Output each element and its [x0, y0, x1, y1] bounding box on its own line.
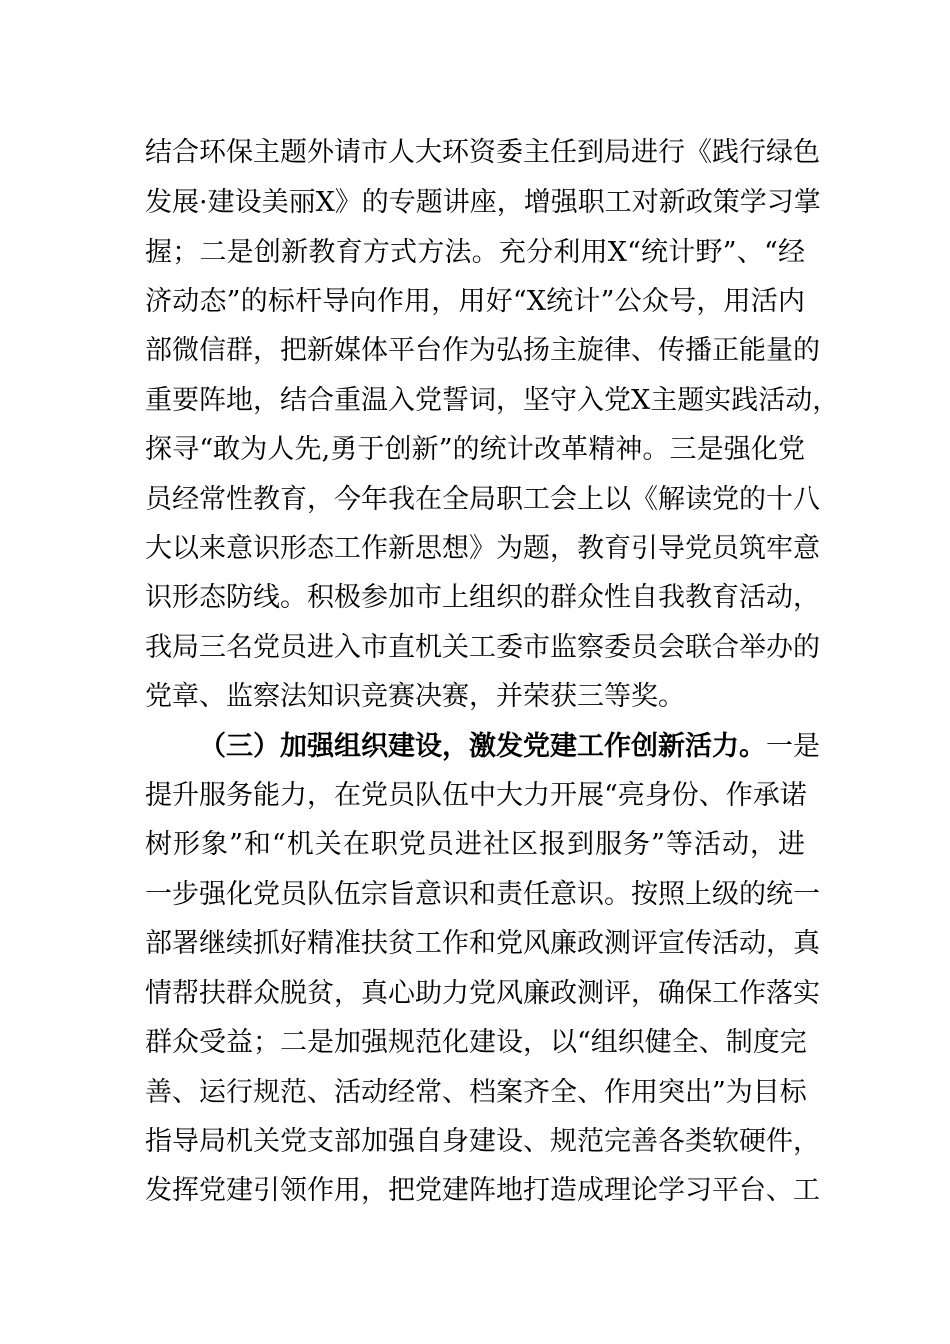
text-line: 情帮扶群众脱贫，真心助力党风廉政测评，确保工作落实 — [145, 978, 820, 1009]
text-line: 济动态”的标杆导向作用，用好“X统计”公众号，用活内 — [145, 286, 805, 317]
text-line: 善、运行规范、活动经常、档案齐全、作用突出”为目标 — [145, 1077, 807, 1108]
text-line: 提升服务能力，在党员队伍中大力开展“亮身份、作承诺 — [145, 780, 807, 811]
text-line: 握；二是创新教育方式方法。充分利用X“统计野”、“经 — [145, 237, 805, 268]
text-line: 党章、监察法知识竞赛决赛，并荣获三等奖。 — [145, 681, 685, 712]
heading-tail-text: 一是 — [766, 731, 820, 762]
section-heading-line — [199, 722, 820, 772]
text-line: 结合环保主题外请市人大环资委主任到局进行《践行绿色 — [145, 137, 820, 168]
text-line: 部微信群，把新媒体平台作为弘扬主旋律、传播正能量的 — [145, 335, 820, 366]
text-line: 员经常性教育，今年我在全局职工会上以《解读党的十八 — [145, 484, 820, 515]
text-line: 我局三名党员进入市直机关工委市监察委员会联合举办的 — [145, 632, 820, 663]
text-line: 部署继续抓好精准扶贫工作和党风廉政测评宣传活动，真 — [145, 928, 820, 959]
text-line: 发挥党建引领作用，把党建阵地打造成理论学习平台、工 — [145, 1175, 820, 1206]
text-line: 指导局机关党支部加强自身建设、规范完善各类软硬件， — [145, 1126, 820, 1157]
text-line: 探寻“敢为人先,勇于创新”的统计改革精神。三是强化党 — [145, 434, 805, 465]
text-line: 大以来意识形态工作新思想》为题，教育引导党员筑牢意 — [145, 533, 820, 564]
text-line: 一步强化党员队伍宗旨意识和责任意识。按照上级的统一 — [145, 879, 820, 910]
text-line: 识形态防线。积极参加市上组织的群众性自我教育活动， — [145, 582, 820, 613]
section-heading: （三）加强组织建设，激发党建工作创新活力。 — [199, 731, 766, 762]
text-line: 群众受益；二是加强规范化建设，以“组织健全、制度完 — [145, 1027, 807, 1058]
text-line: 树形象”和“机关在职党员进社区报到服务”等活动，进 — [145, 829, 805, 860]
text-line: 重要阵地，结合重温入党誓词，坚守入党X主题实践活动， — [145, 385, 840, 416]
text-line: 发展·建设美丽X》的专题讲座，增强职工对新政策学习掌 — [145, 187, 821, 218]
